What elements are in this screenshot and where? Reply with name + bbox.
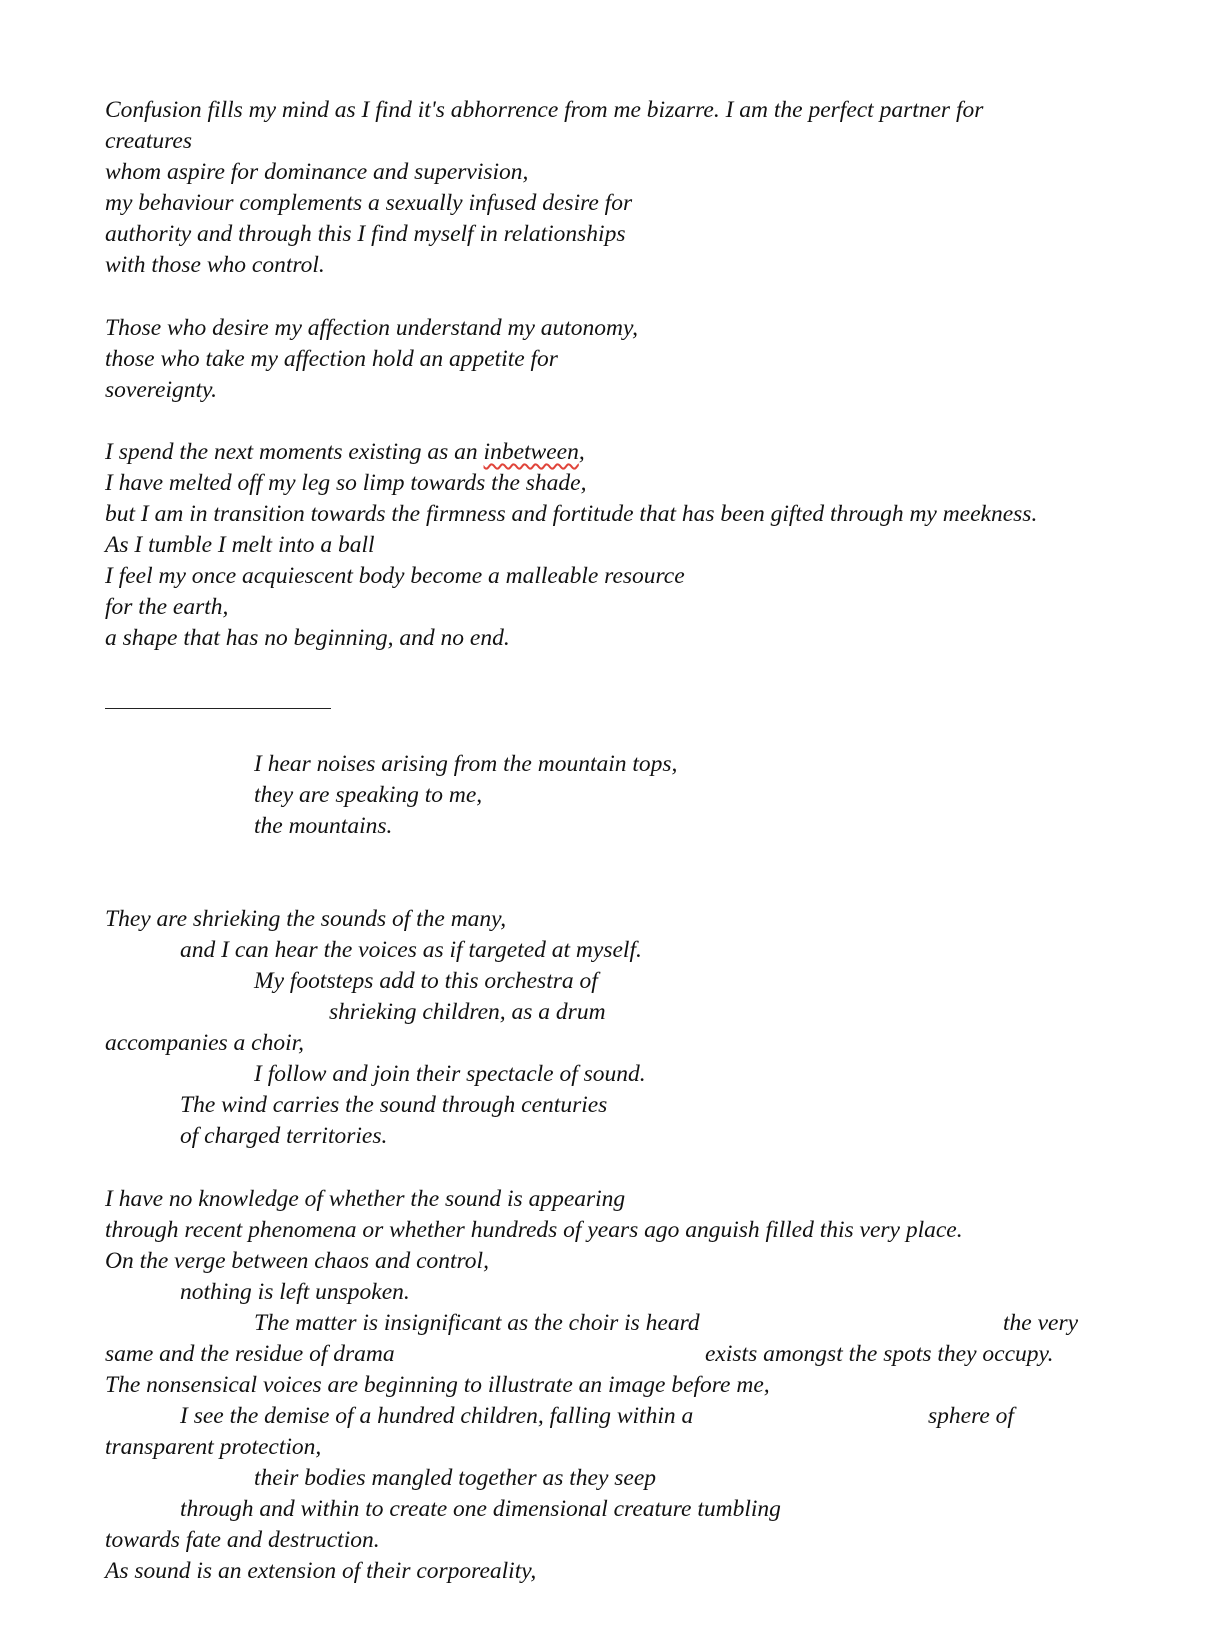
text-line: shrieking children, as a drum [329,999,606,1025]
text-line: exists amongst the spots they occupy. [705,1341,1054,1367]
text-line: transparent protection, [105,1434,322,1460]
text-line: of charged territories. [180,1123,388,1149]
section-divider [105,708,331,709]
text-line: but I am in transition towards the firmness and fortitude that has been gifted through my meekness. [105,501,1038,527]
text-line: for the earth, [105,594,229,620]
text-line: their bodies mangled together as they seep [254,1465,657,1491]
text-line: Those who desire my affection understand my autonomy, [105,315,639,341]
text-span: I spend the next moments existing as an [105,439,484,465]
text-line: through and within to create one dimensional creature tumbling [180,1496,781,1522]
text-line: They are shrieking the sounds of the many, [105,906,507,932]
text-line: my behaviour complements a sexually infused desire for [105,190,633,216]
text-line: On the verge between chaos and control, [105,1248,489,1274]
text-line: and I can hear the voices as if targeted at myself. [180,937,642,963]
text-line: creatures [105,128,193,154]
text-line [105,437,585,467]
text-line: The wind carries the sound through centuries [180,1092,608,1118]
text-line: As sound is an extension of their corporeality, [105,1558,537,1584]
text-line: through recent phenomena or whether hundreds of years ago anguish filled this very place. [105,1217,963,1243]
text-line: authority and through this I find myself in relationships [105,221,626,247]
spellcheck-flagged-word[interactable]: inbetween [483,439,579,465]
text-line: sphere of [928,1403,1014,1429]
text-line: The matter is insignificant as the choir is heard [254,1310,700,1336]
text-line: a shape that has no beginning, and no end. [105,625,510,651]
text-line: sovereignty. [105,377,218,403]
text-span: , [578,439,585,465]
text-line: The nonsensical voices are beginning to illustrate an image before me, [105,1372,770,1398]
text-line: they are speaking to me, [254,782,483,808]
text-line: I have melted off my leg so limp towards the shade, [105,470,587,496]
text-line: nothing is left unspoken. [180,1279,410,1305]
text-line: Confusion fills my mind as I find it's abhorrence from me bizarre. I am the perfect partner for [105,97,984,123]
text-line: with those who control. [105,252,325,278]
text-line: those who take my affection hold an appetite for [105,346,558,372]
text-line: the very [1003,1310,1079,1336]
text-line: I feel my once acquiescent body become a malleable resource [105,563,685,589]
text-line: I have no knowledge of whether the sound is appearing [105,1186,626,1212]
text-line: I follow and join their spectacle of sound. [254,1061,646,1087]
text-line: As I tumble I melt into a ball [105,532,375,558]
text-line: I hear noises arising from the mountain tops, [254,751,678,777]
text-line: same and the residue of drama [105,1341,395,1367]
text-line: the mountains. [254,813,393,839]
text-line: I see the demise of a hundred children, falling within a [180,1403,694,1429]
text-line: accompanies a choir, [105,1030,305,1056]
text-line: towards fate and destruction. [105,1527,380,1553]
text-line: whom aspire for dominance and supervision, [105,159,529,185]
text-line: My footsteps add to this orchestra of [254,968,598,994]
